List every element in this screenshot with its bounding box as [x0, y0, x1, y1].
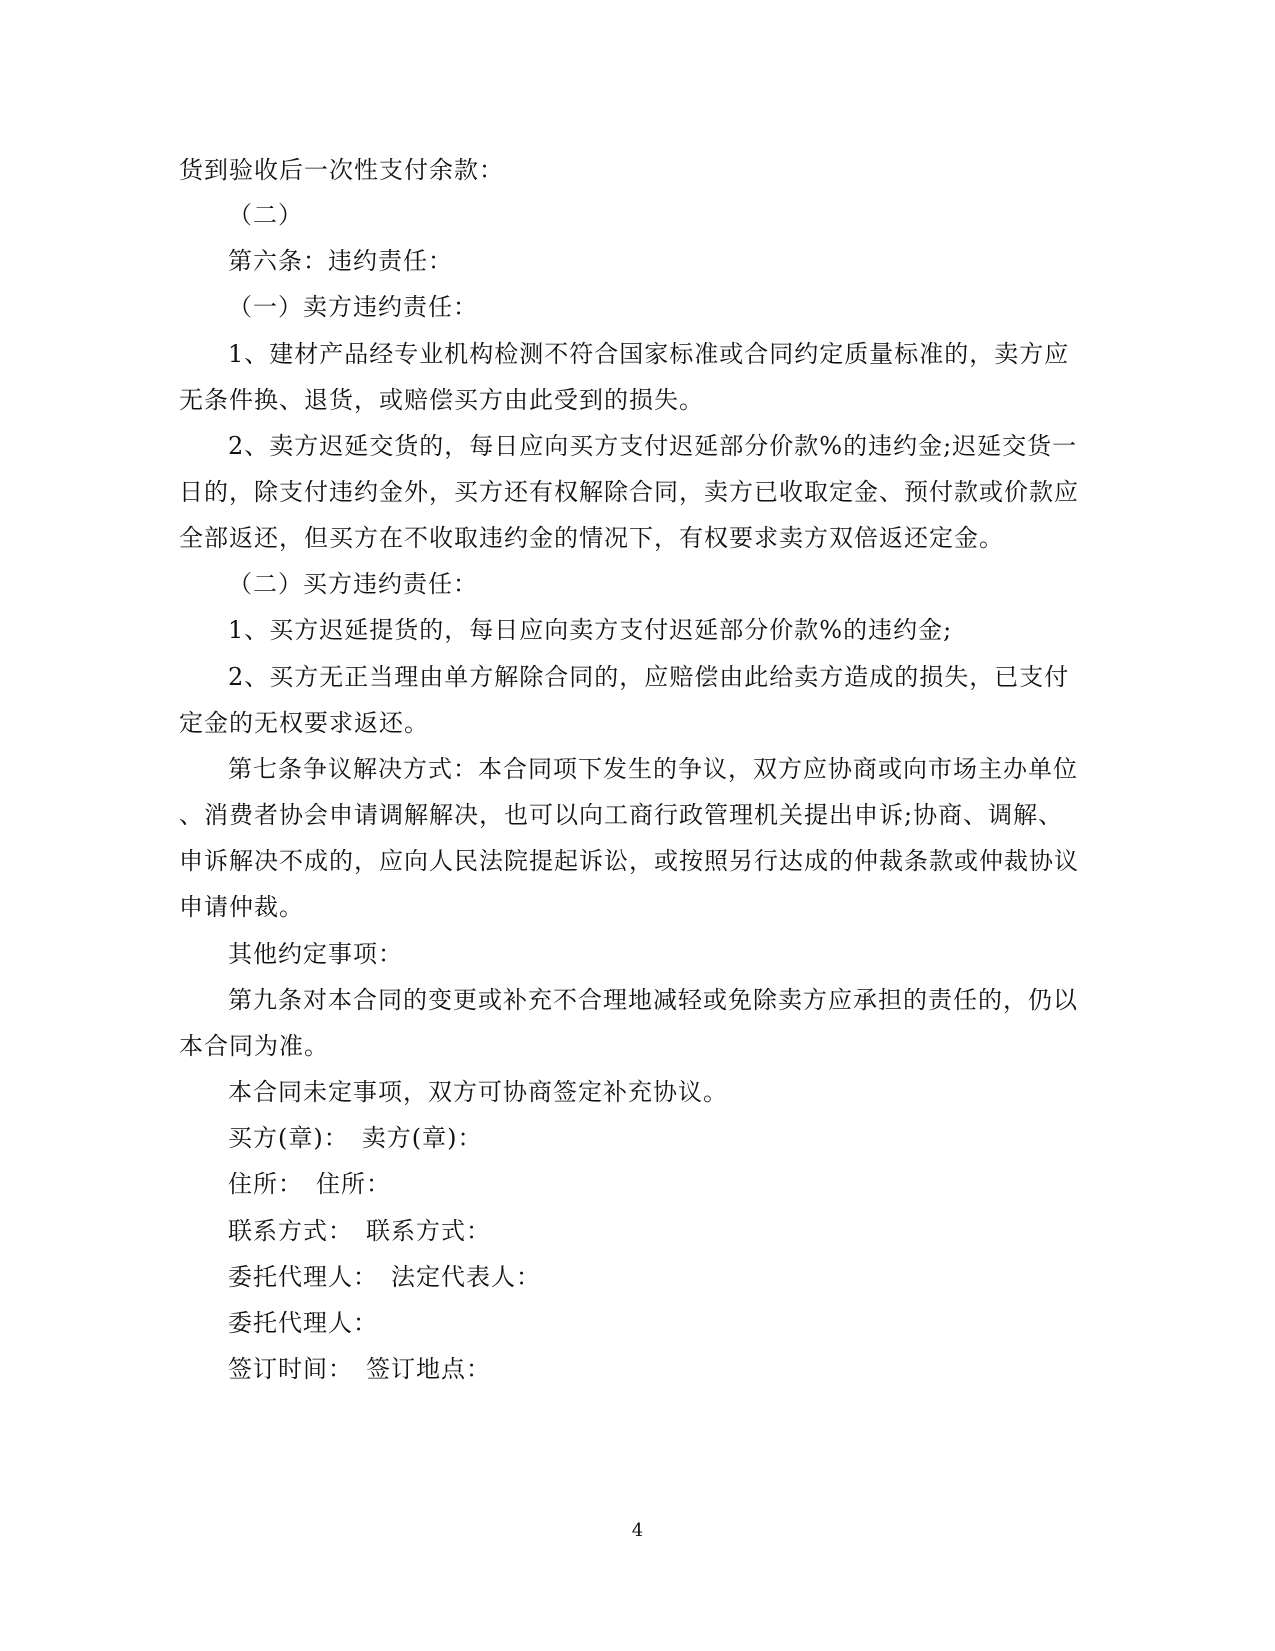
text-line: 第九条对本合同的变更或补充不合理地减轻或免除卖方应承担的责任的，仍以 — [228, 986, 1078, 1014]
text-line: 2、卖方迟延交货的，每日应向买方支付迟延部分价款%的违约金;迟延交货一 — [228, 432, 1078, 460]
text-line: （二） — [228, 201, 303, 229]
text-line: 买方(章)： 卖方(章)： — [228, 1124, 483, 1152]
text-line: 无条件换、退货，或赔偿买方由此受到的损失。 — [179, 386, 704, 414]
text-line: 委托代理人： 法定代表人： — [228, 1263, 541, 1291]
text-line: 日的，除支付违约金外，买方还有权解除合同，卖方已收取定金、预付款或价款应 — [179, 478, 1079, 506]
text-line: 定金的无权要求返还。 — [179, 709, 429, 737]
text-line: 1、建材产品经专业机构检测不符合国家标准或合同约定质量标准的，卖方应 — [228, 340, 1070, 368]
text-line: （一）卖方违约责任： — [228, 293, 478, 321]
text-line: 1、买方迟延提货的，每日应向卖方支付迟延部分价款%的违约金; — [228, 616, 953, 644]
text-line: 第六条：违约责任： — [228, 247, 453, 275]
text-line: 全部返还，但买方在不收取违约金的情况下，有权要求卖方双倍返还定金。 — [179, 524, 1004, 552]
text-line: 、消费者协会申请调解解决，也可以向工商行政管理机关提出申诉;协商、调解、 — [179, 801, 1064, 829]
text-line: 2、买方无正当理由单方解除合同的，应赔偿由此给卖方造成的损失，已支付 — [228, 663, 1070, 691]
text-line: 联系方式： 联系方式： — [228, 1217, 491, 1245]
text-line: 住所： 住所： — [228, 1170, 391, 1198]
text-line: 本合同为准。 — [179, 1032, 329, 1060]
text-line: 委托代理人： — [228, 1309, 378, 1337]
text-line: 申请仲裁。 — [179, 893, 304, 921]
text-line: 申诉解决不成的，应向人民法院提起诉讼，或按照另行达成的仲裁条款或仲裁协议 — [179, 847, 1079, 875]
text-line: 第七条争议解决方式：本合同项下发生的争议，双方应协商或向市场主办单位 — [228, 755, 1078, 783]
page-number: 4 — [631, 1520, 644, 1541]
text-line: 本合同未定事项，双方可协商签定补充协议。 — [228, 1078, 728, 1106]
text-line: （二）买方违约责任： — [228, 570, 478, 598]
text-line: 签订时间： 签订地点： — [228, 1355, 491, 1383]
text-line: 其他约定事项： — [228, 940, 403, 968]
text-line: 货到验收后一次性支付余款： — [179, 156, 504, 184]
